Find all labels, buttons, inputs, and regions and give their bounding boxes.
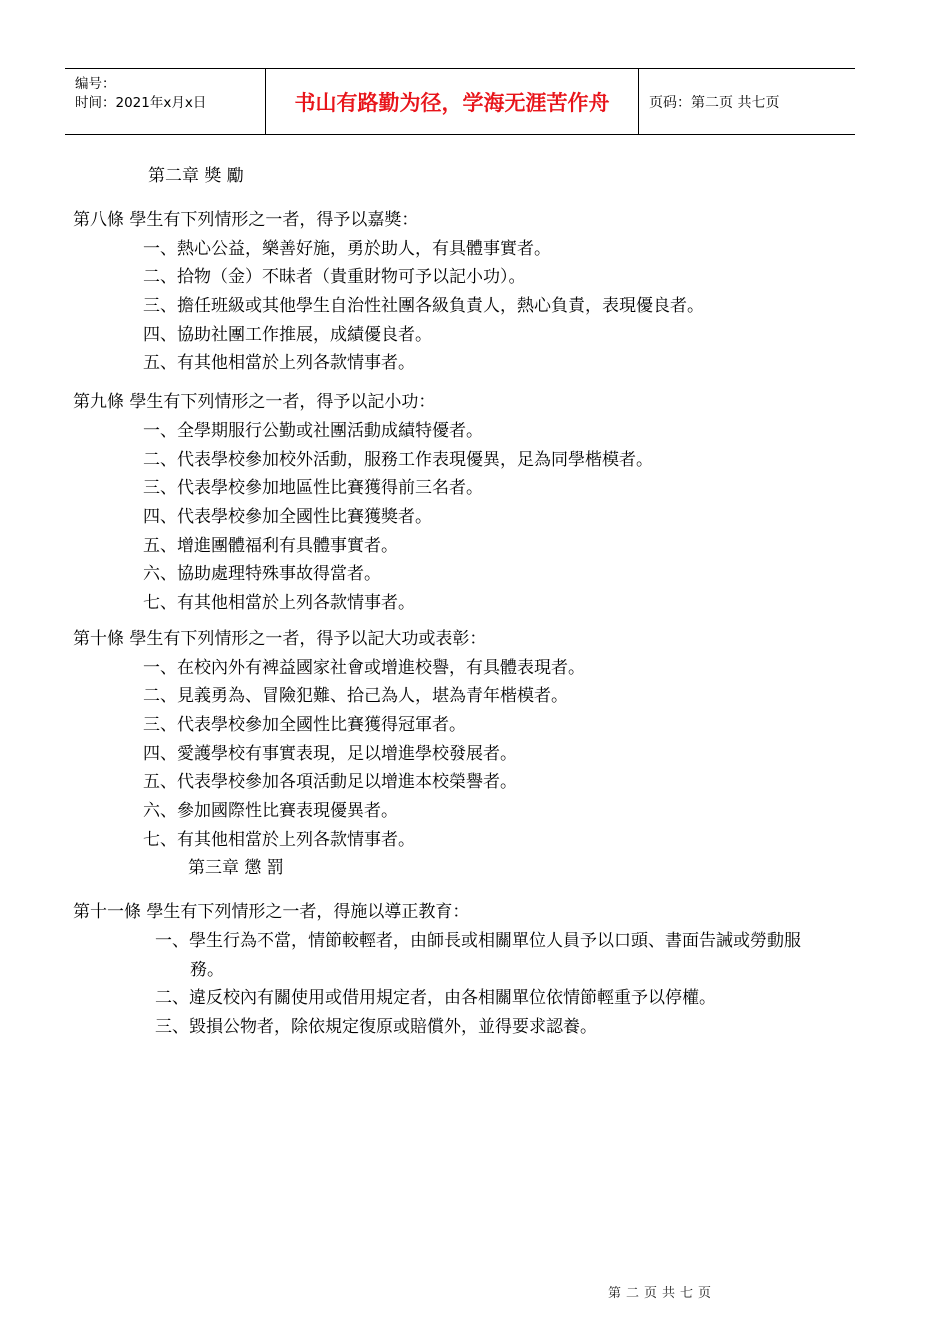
- article-9-item: 二、代表學校參加校外活動，服務工作表現優異，足為同學楷模者。: [143, 450, 653, 470]
- time-label: 时间：2021年x月x日: [75, 95, 207, 111]
- article-9-title: 第九條 學生有下列情形之一者，得予以記小功：: [73, 392, 436, 412]
- chapter-3-title: 第三章 懲 罰: [188, 858, 284, 878]
- article-10-item: 五、代表學校參加各項活動足以增進本校榮譽者。: [143, 772, 517, 792]
- article-11-item: 二、違反校內有關使用或借用規定者，由各相關單位依情節輕重予以停權。: [155, 988, 716, 1008]
- article-8-item: 二、拾物（金）不昧者（貴重財物可予以記小功）。: [143, 267, 526, 287]
- header-info-cell: [65, 69, 266, 134]
- article-10-item: 七、有其他相當於上列各款情事者。: [143, 830, 415, 850]
- article-8-item: 三、擔任班級或其他學生自治性社團各級負責人，熱心負責，表現優良者。: [143, 296, 704, 316]
- article-10-item: 一、在校內外有裨益國家社會或增進校譽，有具體表現者。: [143, 658, 585, 678]
- article-9-item: 一、全學期服行公勤或社團活動成績特優者。: [143, 421, 483, 441]
- article-9-item: 六、協助處理特殊事故得當者。: [143, 564, 381, 584]
- article-11-item: 三、毀損公物者，除依規定復原或賠償外，並得要求認養。: [155, 1017, 597, 1037]
- article-8-title: 第八條 學生有下列情形之一者，得予以嘉獎：: [73, 210, 419, 230]
- article-9-item: 七、有其他相當於上列各款情事者。: [143, 593, 415, 613]
- article-10-title: 第十條 學生有下列情形之一者，得予以記大功或表彰：: [73, 629, 487, 649]
- article-9-item: 三、代表學校參加地區性比賽獲得前三名者。: [143, 478, 483, 498]
- page-label: 页码：第二页 共七页: [649, 94, 780, 111]
- article-10-item: 二、見義勇為、冒險犯難、拾己為人，堪為青年楷模者。: [143, 686, 568, 706]
- article-11-item: 一、學生行為不當，情節較輕者，由師長或相關單位人員予以口頭、書面告誡或勞動服: [155, 931, 801, 951]
- article-8-item: 五、有其他相當於上列各款情事者。: [143, 353, 415, 373]
- page-footer: 第二页共七页: [608, 1286, 717, 1301]
- article-11-title: 第十一條 學生有下列情形之一者，得施以導正教育：: [73, 902, 470, 922]
- motto: 书山有路勤为径，学海无涯苦作舟: [294, 90, 610, 115]
- article-8-item: 一、熱心公益，樂善好施，勇於助人，有具體事實者。: [143, 239, 551, 259]
- article-10-item: 四、愛護學校有事實表現，足以增進學校發展者。: [143, 744, 517, 764]
- article-11-item-continuation: 務。: [190, 960, 224, 980]
- number-label: 编号：: [75, 76, 116, 92]
- article-10-item: 六、參加國際性比賽表現優異者。: [143, 801, 398, 821]
- article-8-item: 四、協助社團工作推展，成績優良者。: [143, 325, 432, 345]
- article-9-item: 五、增進團體福利有具體事實者。: [143, 536, 398, 556]
- header-motto-cell: [266, 69, 639, 134]
- header-table: [65, 68, 855, 135]
- header-page-cell: [639, 69, 855, 134]
- article-10-item: 三、代表學校參加全國性比賽獲得冠軍者。: [143, 715, 466, 735]
- article-9-item: 四、代表學校參加全國性比賽獲獎者。: [143, 507, 432, 527]
- chapter-2-title: 第二章 獎 勵: [148, 166, 244, 186]
